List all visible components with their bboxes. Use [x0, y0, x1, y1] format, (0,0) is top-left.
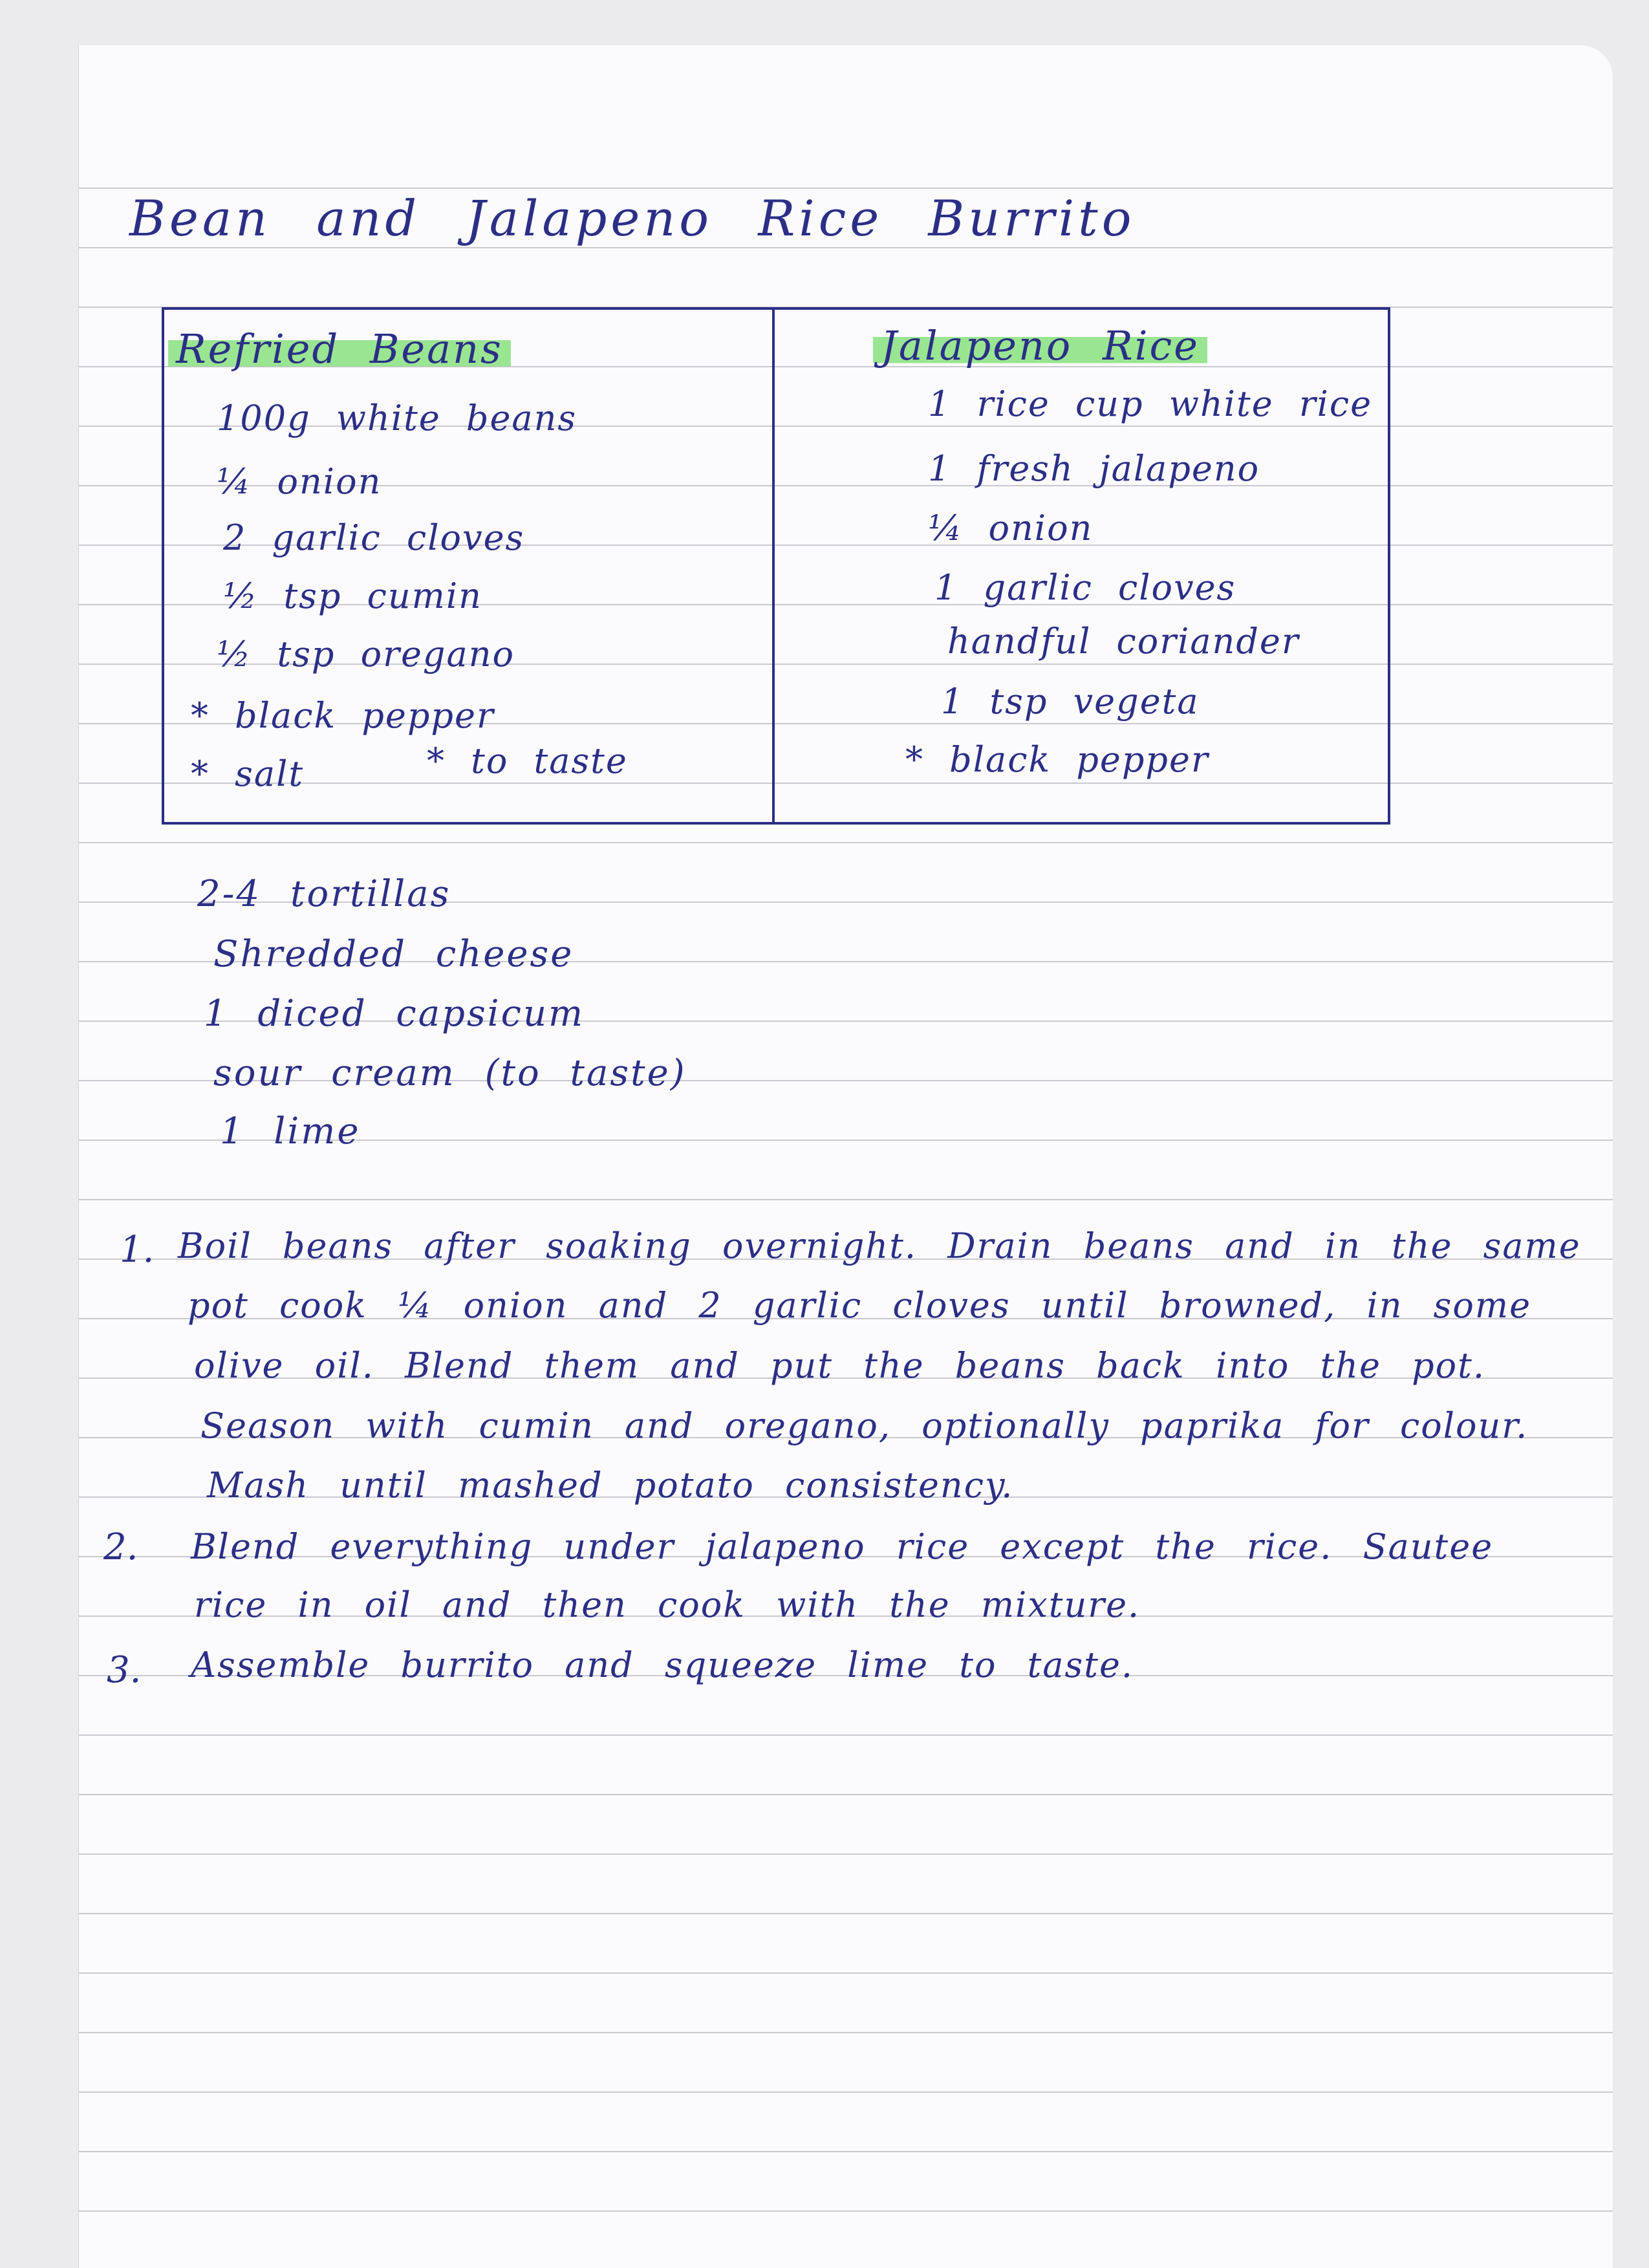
extra-ingredient: sour cream (to taste)	[213, 1052, 687, 1094]
extra-ingredient: Shredded cheese	[213, 933, 574, 975]
column-divider	[772, 310, 775, 822]
step-text-line: Blend everything under jalapeno rice except the rice. Sautee	[191, 1526, 1494, 1567]
refried-beans-note: * to taste	[427, 740, 628, 781]
step-number: 2.	[103, 1526, 138, 1568]
step-text-line: Mash until mashed potato consistency.	[207, 1465, 1014, 1506]
refried-beans-heading: Refried Beans	[168, 327, 511, 372]
step-text-line: Season with cumin and oregano, optionally paprika for colour.	[200, 1405, 1529, 1446]
jalapeno-rice-item: handful coriander	[947, 621, 1300, 662]
refried-beans-item: 2 garlic cloves	[223, 517, 525, 558]
refried-beans-item: * black pepper	[191, 695, 495, 736]
extra-ingredient: 1 diced capsicum	[204, 993, 585, 1035]
step-text-line: pot cook ¼ onion and 2 garlic cloves until browned, in some	[188, 1285, 1532, 1326]
step-text-line: rice in oil and then cook with the mixture.	[194, 1584, 1141, 1625]
jalapeno-rice-item: * black pepper	[905, 739, 1209, 780]
jalapeno-rice-heading: Jalapeno Rice	[873, 323, 1207, 369]
recipe-title: Bean and Jalapeno Rice Burrito	[129, 189, 1136, 247]
step-text-line: Assemble burrito and squeeze lime to taste.	[191, 1645, 1134, 1685]
refried-beans-item: 100g white beans	[217, 398, 577, 438]
refried-beans-item: * salt	[191, 753, 305, 794]
jalapeno-rice-item: 1 tsp vegeta	[941, 681, 1200, 722]
step-text-line: Boil beans after soaking overnight. Drain beans and in the same	[178, 1226, 1581, 1266]
extra-ingredient: 1 lime	[220, 1110, 361, 1152]
jalapeno-rice-item: 1 rice cup white rice	[928, 383, 1373, 424]
refried-beans-item: ½ tsp cumin	[223, 576, 482, 616]
refried-beans-item: ½ tsp oregano	[217, 634, 515, 675]
refried-beans-item: ¼ onion	[217, 461, 382, 502]
step-number: 3.	[107, 1649, 142, 1691]
jalapeno-rice-item: 1 garlic cloves	[934, 567, 1236, 608]
step-number: 1.	[120, 1229, 155, 1271]
jalapeno-rice-item: 1 fresh jalapeno	[928, 448, 1260, 489]
extra-ingredient: 2-4 tortillas	[197, 873, 451, 915]
step-text-line: olive oil. Blend them and put the beans back into the pot.	[194, 1345, 1486, 1386]
jalapeno-rice-item: ¼ onion	[928, 508, 1094, 548]
